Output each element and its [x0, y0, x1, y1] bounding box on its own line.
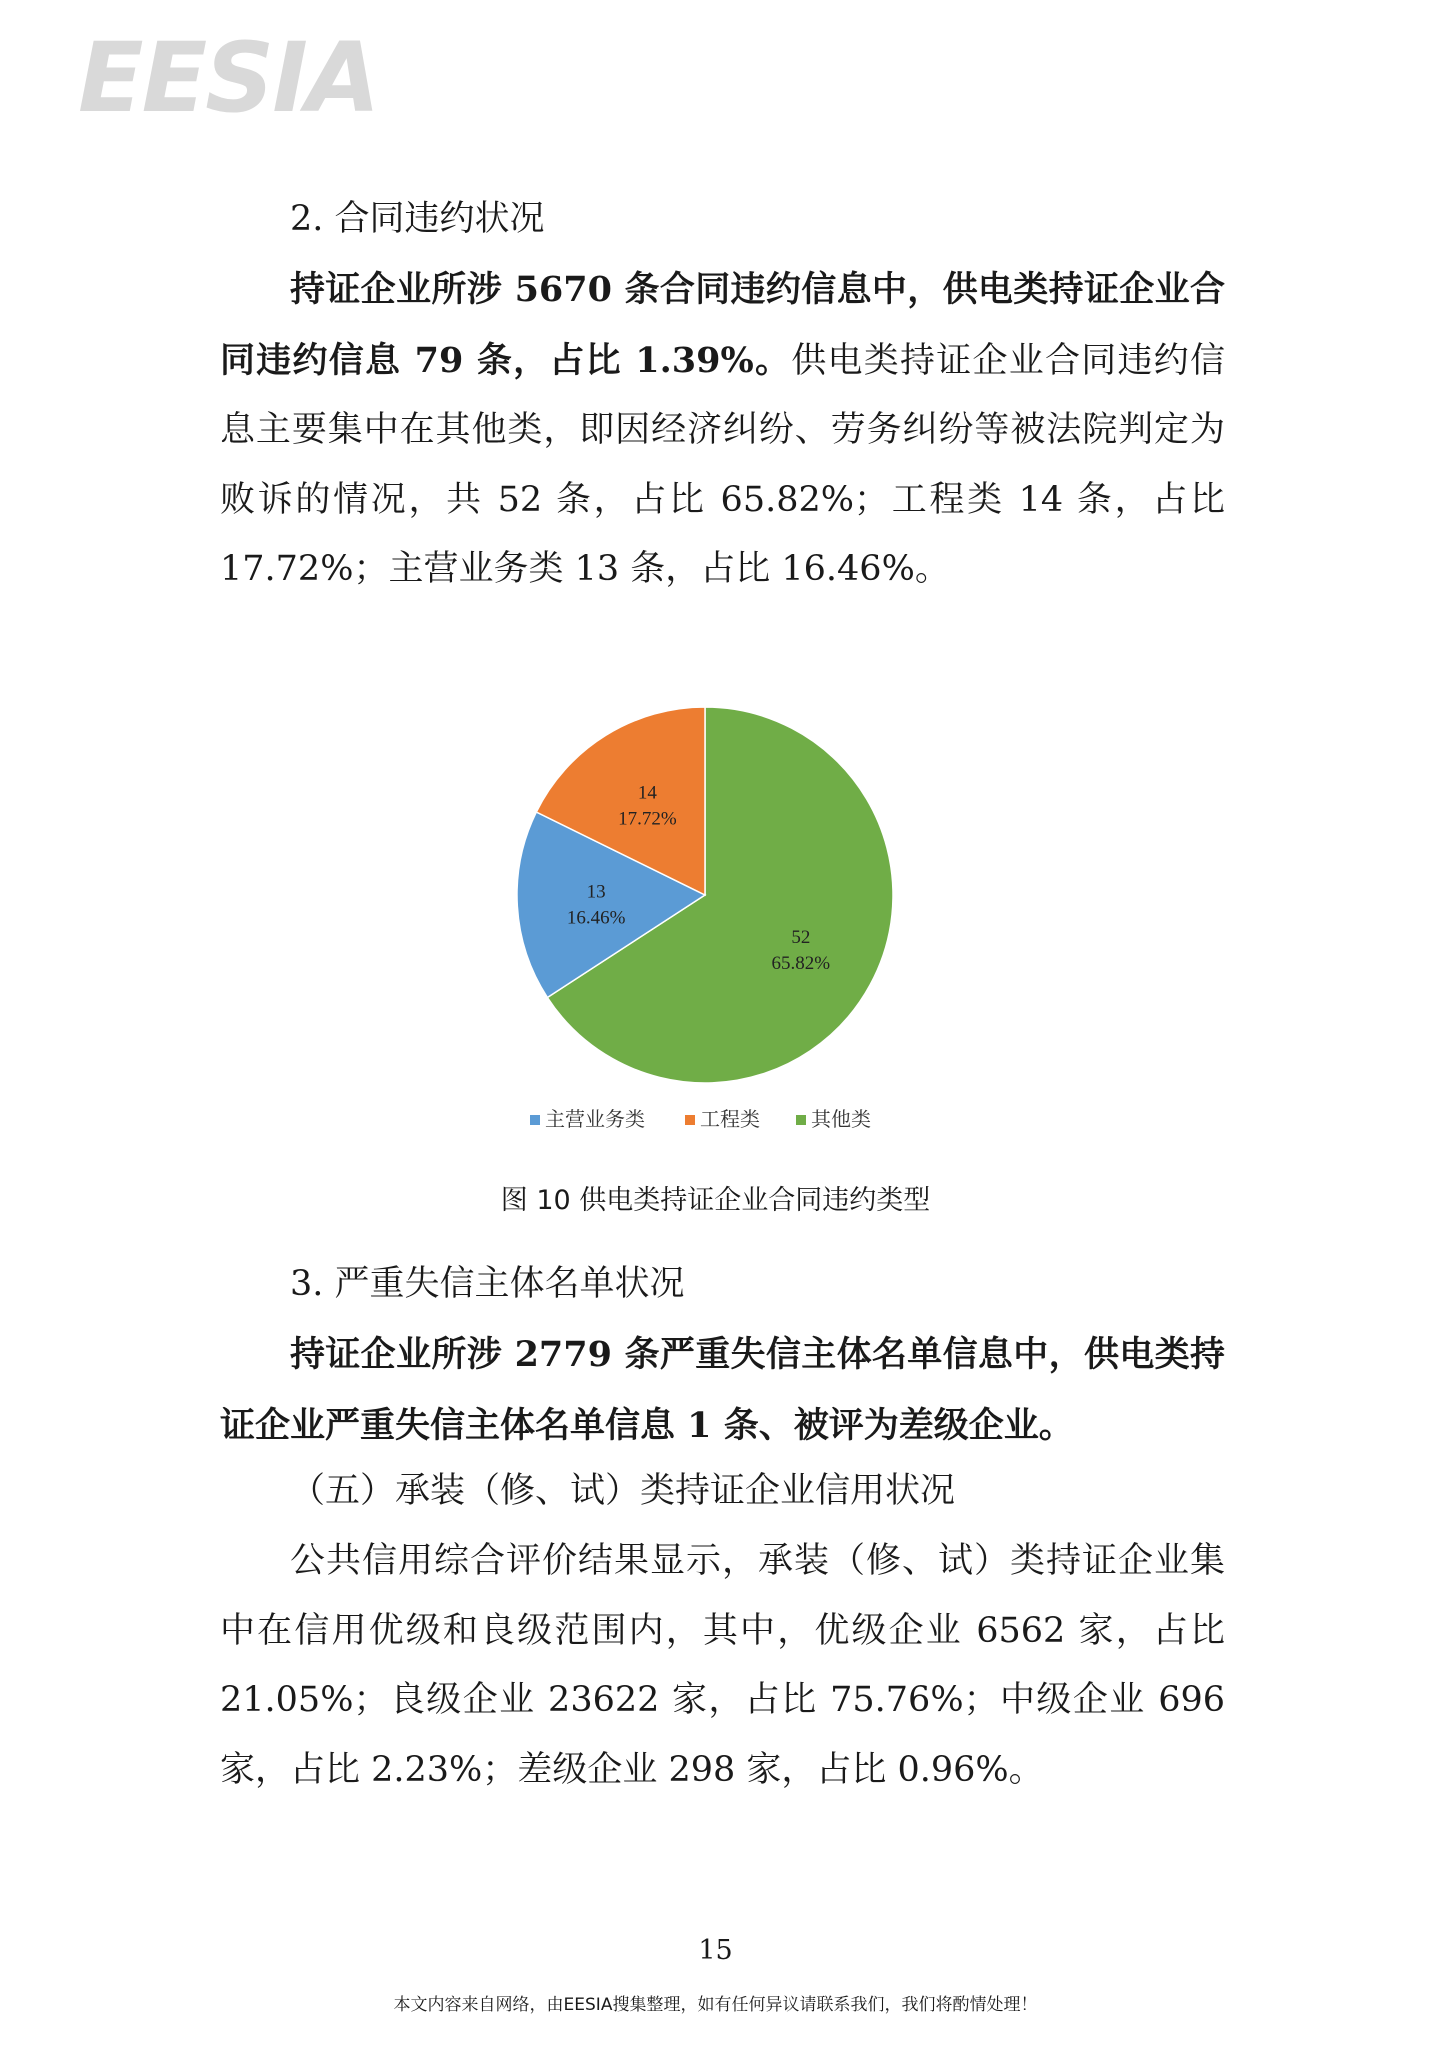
slice-value-label: 13: [586, 881, 606, 903]
section-3-heading: 3. 严重失信主体名单状况: [290, 1264, 685, 1304]
section-2-heading: 2. 合同违约状况: [290, 199, 545, 239]
page-number: 15: [698, 1935, 733, 1966]
legend-swatch: [530, 1115, 540, 1125]
legend-swatch: [685, 1115, 695, 1125]
legend-label: 其他类: [811, 1107, 871, 1131]
footer-disclaimer: 本文内容来自网络，由EESIA搜集整理，如有任何异议请联系我们，我们将酌情处理！: [393, 1995, 1038, 2015]
contract-breach-pie-chart: [480, 695, 940, 1135]
section-2-text: 供电类持证企业合同违约信息主要集中在其他类，即因经济纠纷、劳务纠纷等被法院判定为败诉的情况，共 52 条，占比 65.82%；工程类 14 条，占比 17.72%；主营业务类 13 条，占比 16.46%。: [220, 340, 1225, 589]
figure-caption: 图 10 供电类持证企业合同违约类型: [500, 1185, 931, 1216]
slice-value-label: 14: [637, 782, 657, 804]
legend-item: [796, 1107, 871, 1131]
slice-value-label: 52: [791, 926, 811, 948]
slice-percent-label: 16.46%: [566, 907, 626, 929]
legend-label: 主营业务类: [545, 1107, 645, 1131]
section-2-paragraph: [220, 255, 1225, 605]
eesia-logo: EESIA: [78, 22, 379, 134]
section-3-paragraph: [220, 1320, 1225, 1461]
slice-percent-label: 17.72%: [618, 808, 677, 830]
legend-item: [685, 1107, 760, 1131]
legend-swatch: [796, 1115, 806, 1125]
section-5-paragraph: 公共信用综合评价结果显示，承装（修、试）类持证企业集中在信用优级和良级范围内，其中，优级企业 6562 家，占比 21.05%；良级企业 23622 家，占比 75.76%；中级企业 696 家，占比 2.23%；差级企业 298 家，占比 0.96%。: [220, 1541, 1225, 1790]
section-5-heading: （五）承装（修、试）类持证企业信用状况: [290, 1471, 956, 1511]
section-3-bold-text: 持证企业所涉 2779 条严重失信主体名单信息中，供电类持证企业严重失信主体名单信息 1 条、被评为差级企业。: [220, 1334, 1225, 1446]
legend-label: 工程类: [700, 1107, 760, 1131]
slice-percent-label: 65.82%: [771, 952, 831, 974]
section-2-bold-text: 持证企业所涉 5670 条合同违约信息中，供电类持证企业合同违约信息 79 条，占比 1.39%。: [220, 269, 1225, 381]
legend-item: [530, 1107, 645, 1131]
